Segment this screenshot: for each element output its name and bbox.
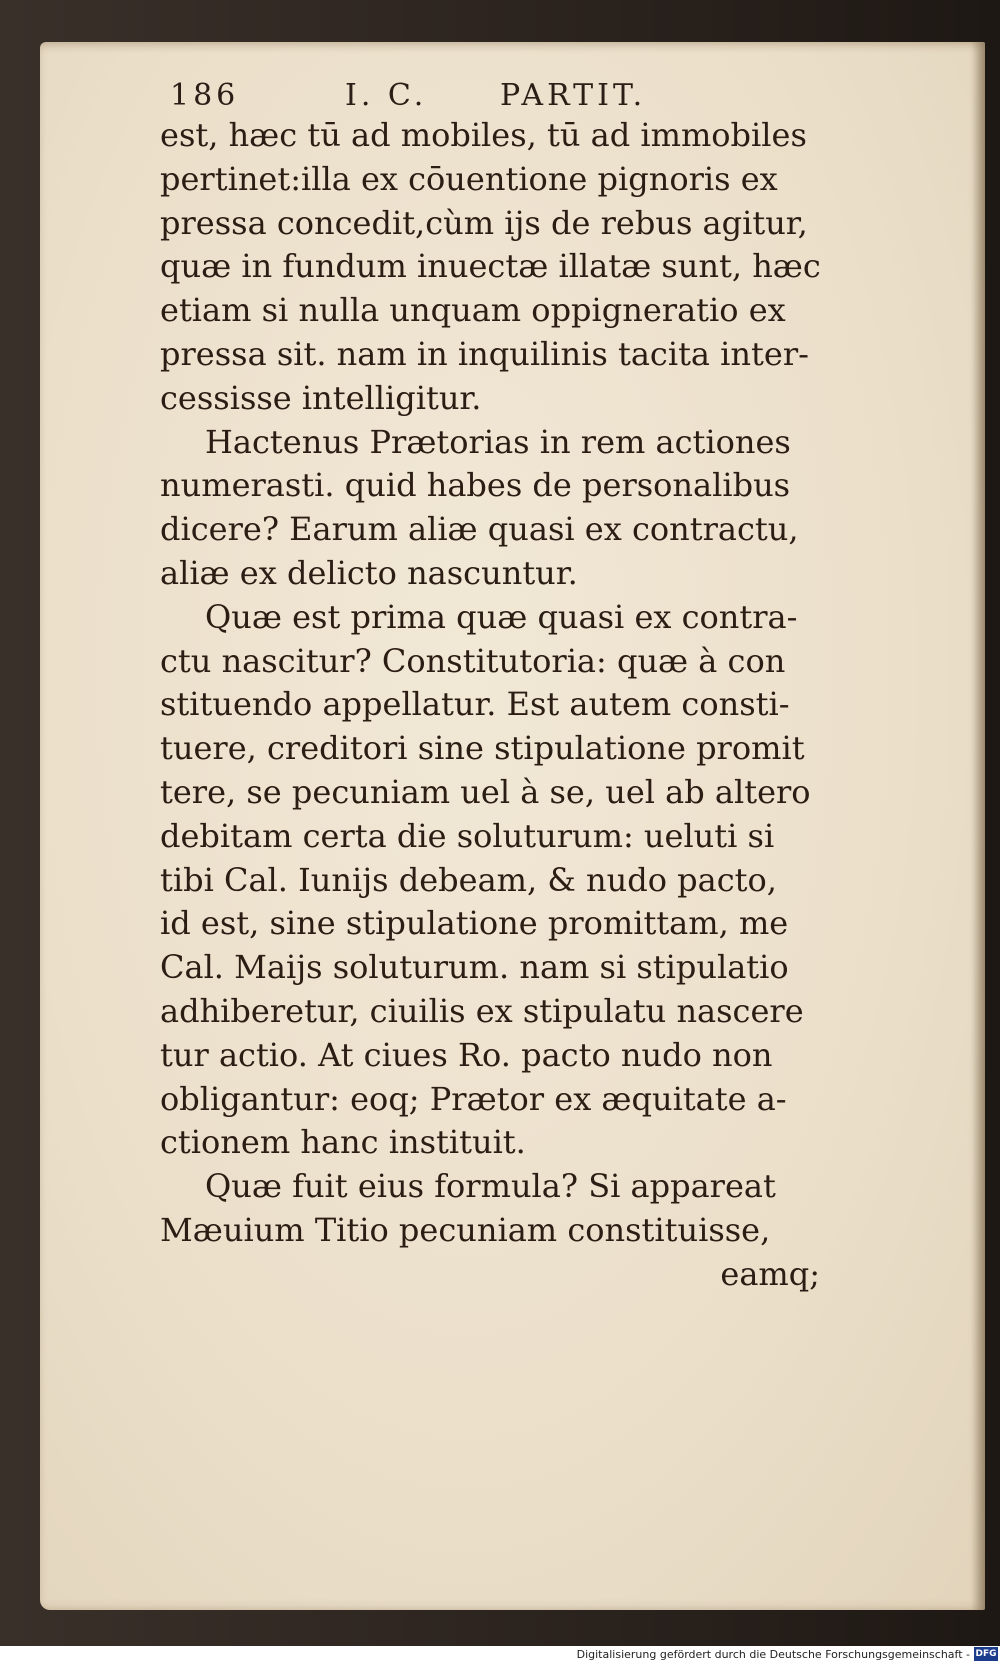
dfg-logo: DFG xyxy=(975,1649,997,1659)
running-header xyxy=(170,78,730,114)
text-line: aliæ ex delicto nascuntur. xyxy=(160,553,578,592)
page-number: 186 xyxy=(170,78,240,113)
page-edge-shadow xyxy=(971,42,985,1610)
text-line: tere, se pecuniam uel à se, uel ab altero xyxy=(160,772,811,811)
text-line: stituendo appellatur. Est autem consti- xyxy=(160,685,790,724)
text-line: ctionem hanc instituit. xyxy=(160,1123,526,1162)
header-author: I. C. xyxy=(345,78,428,113)
paragraph-start-line: Quæ fuit eius formula? Si appareat xyxy=(205,1167,776,1206)
text-line: quæ in fundum inuectæ illatæ sunt, hæc xyxy=(160,247,821,286)
text-line: cessisse intelligitur. xyxy=(160,378,482,417)
text-line: debitam certa die soluturum: ueluti si xyxy=(160,816,775,855)
text-line: pressa sit. nam in inquilinis tacita inter- xyxy=(160,334,809,373)
text-line: est, hæc tū ad mobiles, tū ad immobiles xyxy=(160,116,807,154)
text-line: pressa concedit,cùm ijs de rebus agitur, xyxy=(160,203,808,242)
text-line: dicere? Earum aliæ quasi ex contractu, xyxy=(160,510,799,549)
text-line: ctu nascitur? Constitutoria: quæ à con xyxy=(160,641,786,680)
catchword: eamq; xyxy=(720,1254,820,1293)
text-line: tuere, creditori sine stipulatione promit xyxy=(160,729,805,768)
text-line: adhiberetur, ciuilis ex stipulatu nascere xyxy=(160,991,804,1030)
paragraph-start-line: Hactenus Prætorias in rem actiones xyxy=(205,422,791,461)
text-line: obligantur: eoq; Prætor ex æquitate a- xyxy=(160,1079,787,1118)
text-line: numerasti. quid habes de personalibus xyxy=(160,466,791,505)
text-line: tur actio. At ciues Ro. pacto nudo non xyxy=(160,1035,773,1074)
text-line: id est, sine stipulatione promittam, me xyxy=(160,904,789,943)
header-running-title: PARTIT. xyxy=(500,78,647,113)
body-text xyxy=(160,114,820,1297)
text-line: Cal. Maijs soluturum. nam si stipulatio xyxy=(160,948,789,987)
text-line: pertinet:illa ex cōuentione pignoris ex xyxy=(160,159,778,198)
text-line: tibi Cal. Iunijs debeam, & nudo pacto, xyxy=(160,860,777,899)
text-line: Mæuium Titio pecuniam constituisse, xyxy=(160,1210,771,1249)
footer-credit: Digitalisierung gefördert durch die Deutsche Forschungsgemeinschaft - xyxy=(576,1648,970,1661)
paragraph-start-line: Quæ est prima quæ quasi ex contra- xyxy=(205,597,798,636)
text-line: etiam si nulla unquam oppigneratio ex xyxy=(160,291,786,330)
